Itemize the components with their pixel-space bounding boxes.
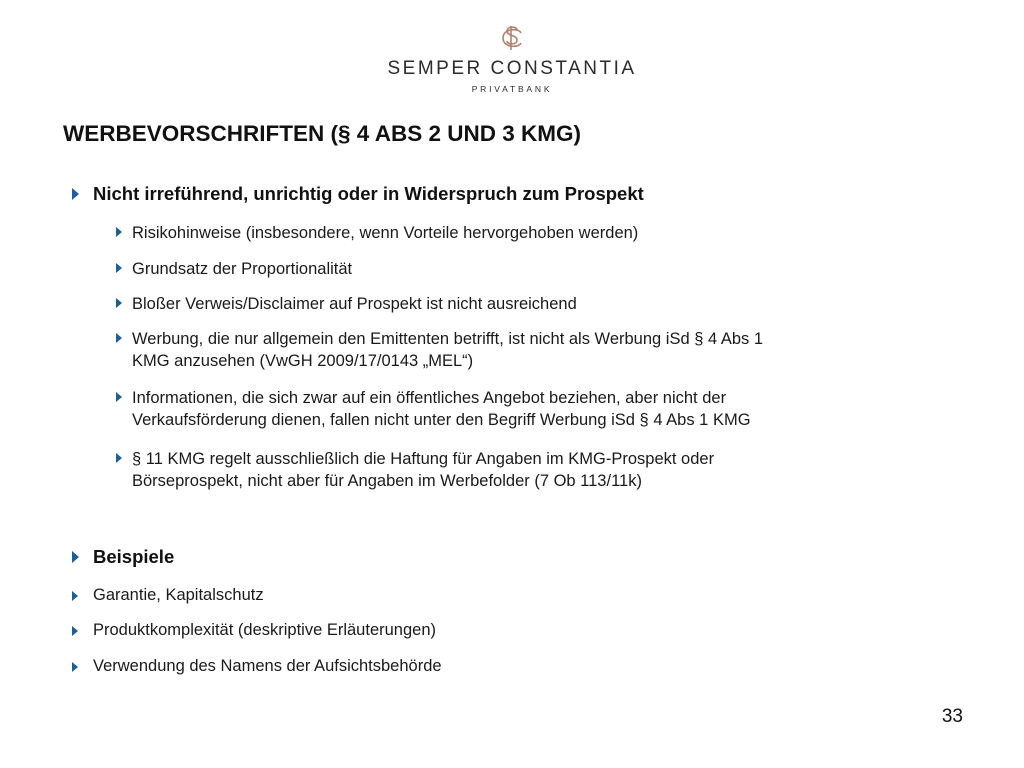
bullet-triangle-icon [116, 263, 122, 273]
brand-name: SEMPER CONSTANTIA [387, 58, 637, 79]
list-item-text-continued: Börseprospekt, nicht aber für Angaben im Werbefolder (7 Ob 113/11k) [132, 472, 642, 490]
bullet-triangle-icon [72, 188, 79, 200]
list-item-text: Garantie, Kapitalschutz [93, 586, 264, 604]
section-heading-text: Nicht irreführend, unrichtig oder in Widerspruch zum Prospekt [93, 183, 644, 204]
bullet-triangle-icon [116, 298, 122, 308]
list-item-text: Bloßer Verweis/Disclaimer auf Prospekt ist nicht ausreichend [132, 295, 577, 313]
list-item-text: § 11 KMG regelt ausschließlich die Haftung für Angaben im KMG-Prospekt oder [132, 450, 715, 468]
list-item-text: Verwendung des Namens der Aufsichtsbehörde [93, 657, 442, 675]
brand-subtitle: PRIVATBANK [471, 84, 553, 94]
list-item-text-continued: Verkaufsförderung dienen, fallen nicht unter den Begriff Werbung iSd § 4 Abs 1 KMG [132, 411, 751, 429]
bullet-triangle-icon [72, 591, 78, 601]
bullet-triangle-icon [116, 333, 122, 343]
list-item-text: Risikohinweise (insbesondere, wenn Vorteile hervorgehoben werden) [132, 224, 639, 242]
list-item-text: Produktkomplexität (deskriptive Erläuterungen) [93, 621, 436, 639]
list-item-text: Informationen, die sich zwar auf ein öffentliches Angebot beziehen, aber nicht der [132, 389, 727, 407]
list-item-text-continued: KMG anzusehen (VwGH 2009/17/0143 „MEL“) [132, 352, 474, 370]
page-number: 33 [941, 706, 963, 727]
list-item-text: Werbung, die nur allgemein den Emittenten betrifft, ist nicht als Werbung iSd § 4 Abs 1 [132, 330, 764, 348]
bullet-triangle-icon [72, 626, 78, 636]
bullet-triangle-icon [116, 227, 122, 237]
slide-title: WERBEVORSCHRIFTEN (§ 4 ABS 2 UND 3 KMG) [63, 121, 581, 146]
bullet-triangle-icon [72, 662, 78, 672]
bullet-triangle-icon [72, 551, 79, 563]
bullet-triangle-icon [116, 392, 122, 402]
list-item-text: Grundsatz der Proportionalität [132, 260, 353, 278]
section-heading-text: Beispiele [93, 546, 175, 567]
bullet-triangle-icon [116, 453, 122, 463]
